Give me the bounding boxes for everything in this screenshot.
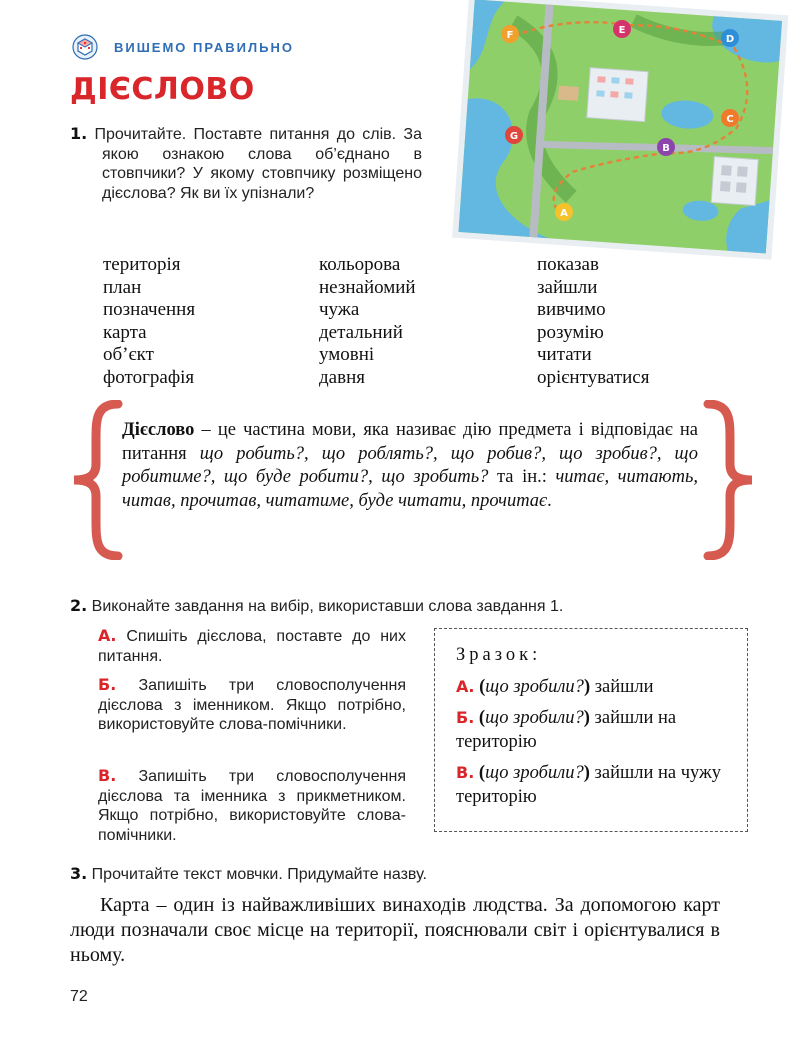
word-column-nouns <box>103 254 195 390</box>
task-2-number: 2. <box>70 596 88 615</box>
word-column-verbs <box>537 254 649 390</box>
rule-term: Дієслово <box>122 420 195 440</box>
task-1-number: 1. <box>70 124 88 143</box>
svg-text:A: A <box>560 208 568 219</box>
task-1-text: Прочитайте. Поставте питання до слів. За якою ознакою слова об’єднано в стовпчики? У якому стовпчику розміщено дієслова? Як ви їх упізнали? <box>94 126 422 202</box>
word: кольорова <box>319 254 401 275</box>
map-marker-c <box>721 109 739 127</box>
word: показав <box>537 254 599 275</box>
svg-text:F: F <box>506 30 514 41</box>
dice-icon <box>72 34 98 60</box>
word: незнайомий <box>319 276 416 298</box>
task-2-text: Виконайте завдання на вибір, використавши слова завдання 1. <box>91 598 564 615</box>
svg-text:D: D <box>725 34 735 45</box>
word: орієнтуватися <box>537 366 650 388</box>
map-illustration <box>446 0 796 265</box>
task-3-number: 3. <box>70 864 88 883</box>
word: територія <box>103 254 181 275</box>
map-marker-d <box>721 29 739 47</box>
task-1 <box>70 124 422 203</box>
task-2-option-a: А. Спишіть дієслова, поставте до них питання. <box>98 626 406 665</box>
map-marker-g <box>505 126 523 144</box>
svg-text:G: G <box>509 131 519 142</box>
map-marker-f <box>501 25 519 43</box>
sample-item-a: А. (що зробили?) зайшли <box>456 677 654 697</box>
rule-examples: читає, читають, читав, прочитав, читатиме, буде читати, прочитає <box>122 467 699 511</box>
right-brace-icon <box>700 400 760 560</box>
svg-text:E: E <box>618 25 626 36</box>
task-2-option-b: Б. Запишіть три словосполучення дієслова з іменником. Якщо потрібно, використовуйте слова-помічники. <box>98 675 406 733</box>
sample-item-c: В. (що зробили?) зайшли на чужу територію <box>456 763 722 807</box>
word: позначення <box>103 299 196 321</box>
task-2-option-c: В. Запишіть три словосполучення дієслова та іменника з прикметником. Якщо потрібно, використовуйте слова-помічники. <box>98 766 406 844</box>
word: давня <box>319 366 365 388</box>
word: умовні <box>319 344 375 366</box>
map-marker-a <box>555 203 573 221</box>
word: вивчимо <box>537 299 606 321</box>
sample-box <box>434 628 748 832</box>
rule-questions: що робить?, що роблять?, що робив?, що зробив?, що робитиме?, що буде робити?, що зробить? <box>122 443 698 488</box>
svg-text:B: B <box>662 143 670 154</box>
sample-item-b: Б. (що зробили?) зайшли на територію <box>456 708 677 752</box>
task-3 <box>70 864 790 885</box>
word-column-adjectives <box>319 254 416 390</box>
section-label: ВИШЕМО ПРАВИЛЬНО <box>114 40 294 55</box>
rule-definition: Дієслово – це частина мови, яка називає дію предмета і відповідає на питання що робить?, що роблять?, що робив?, що зробив?, що робитиме?, що буде робити?, що зробить? та ін.: читає, читають, читав, прочитав, читатиме, буде читати, прочитає. <box>122 420 699 511</box>
reading-passage: Карта – один із найважливіших винаходів людства. За допомогою карт люди позначали своє місце на території, пояснювали світ і орієнтувалися в ньому. <box>70 894 720 966</box>
word: чужа <box>319 299 360 321</box>
task-3-text: Прочитайте текст мовчки. Придумайте назву. <box>91 866 427 883</box>
word: розумію <box>537 321 604 343</box>
left-brace-icon <box>66 400 126 560</box>
word: план <box>103 276 142 298</box>
sample-heading: Зразок: <box>456 645 542 665</box>
task-2 <box>70 596 790 617</box>
map-marker-e <box>613 20 631 38</box>
page-number: 72 <box>70 988 88 1005</box>
word: фотографія <box>103 366 195 388</box>
word: карта <box>103 321 147 343</box>
word: детальний <box>319 321 403 343</box>
svg-text:C: C <box>726 114 734 125</box>
map-marker-b <box>657 138 675 156</box>
word: читати <box>537 344 592 366</box>
word: зайшли <box>537 276 598 298</box>
page-title: ДІЄСЛОВО <box>70 72 255 107</box>
word: об’єкт <box>103 344 154 366</box>
